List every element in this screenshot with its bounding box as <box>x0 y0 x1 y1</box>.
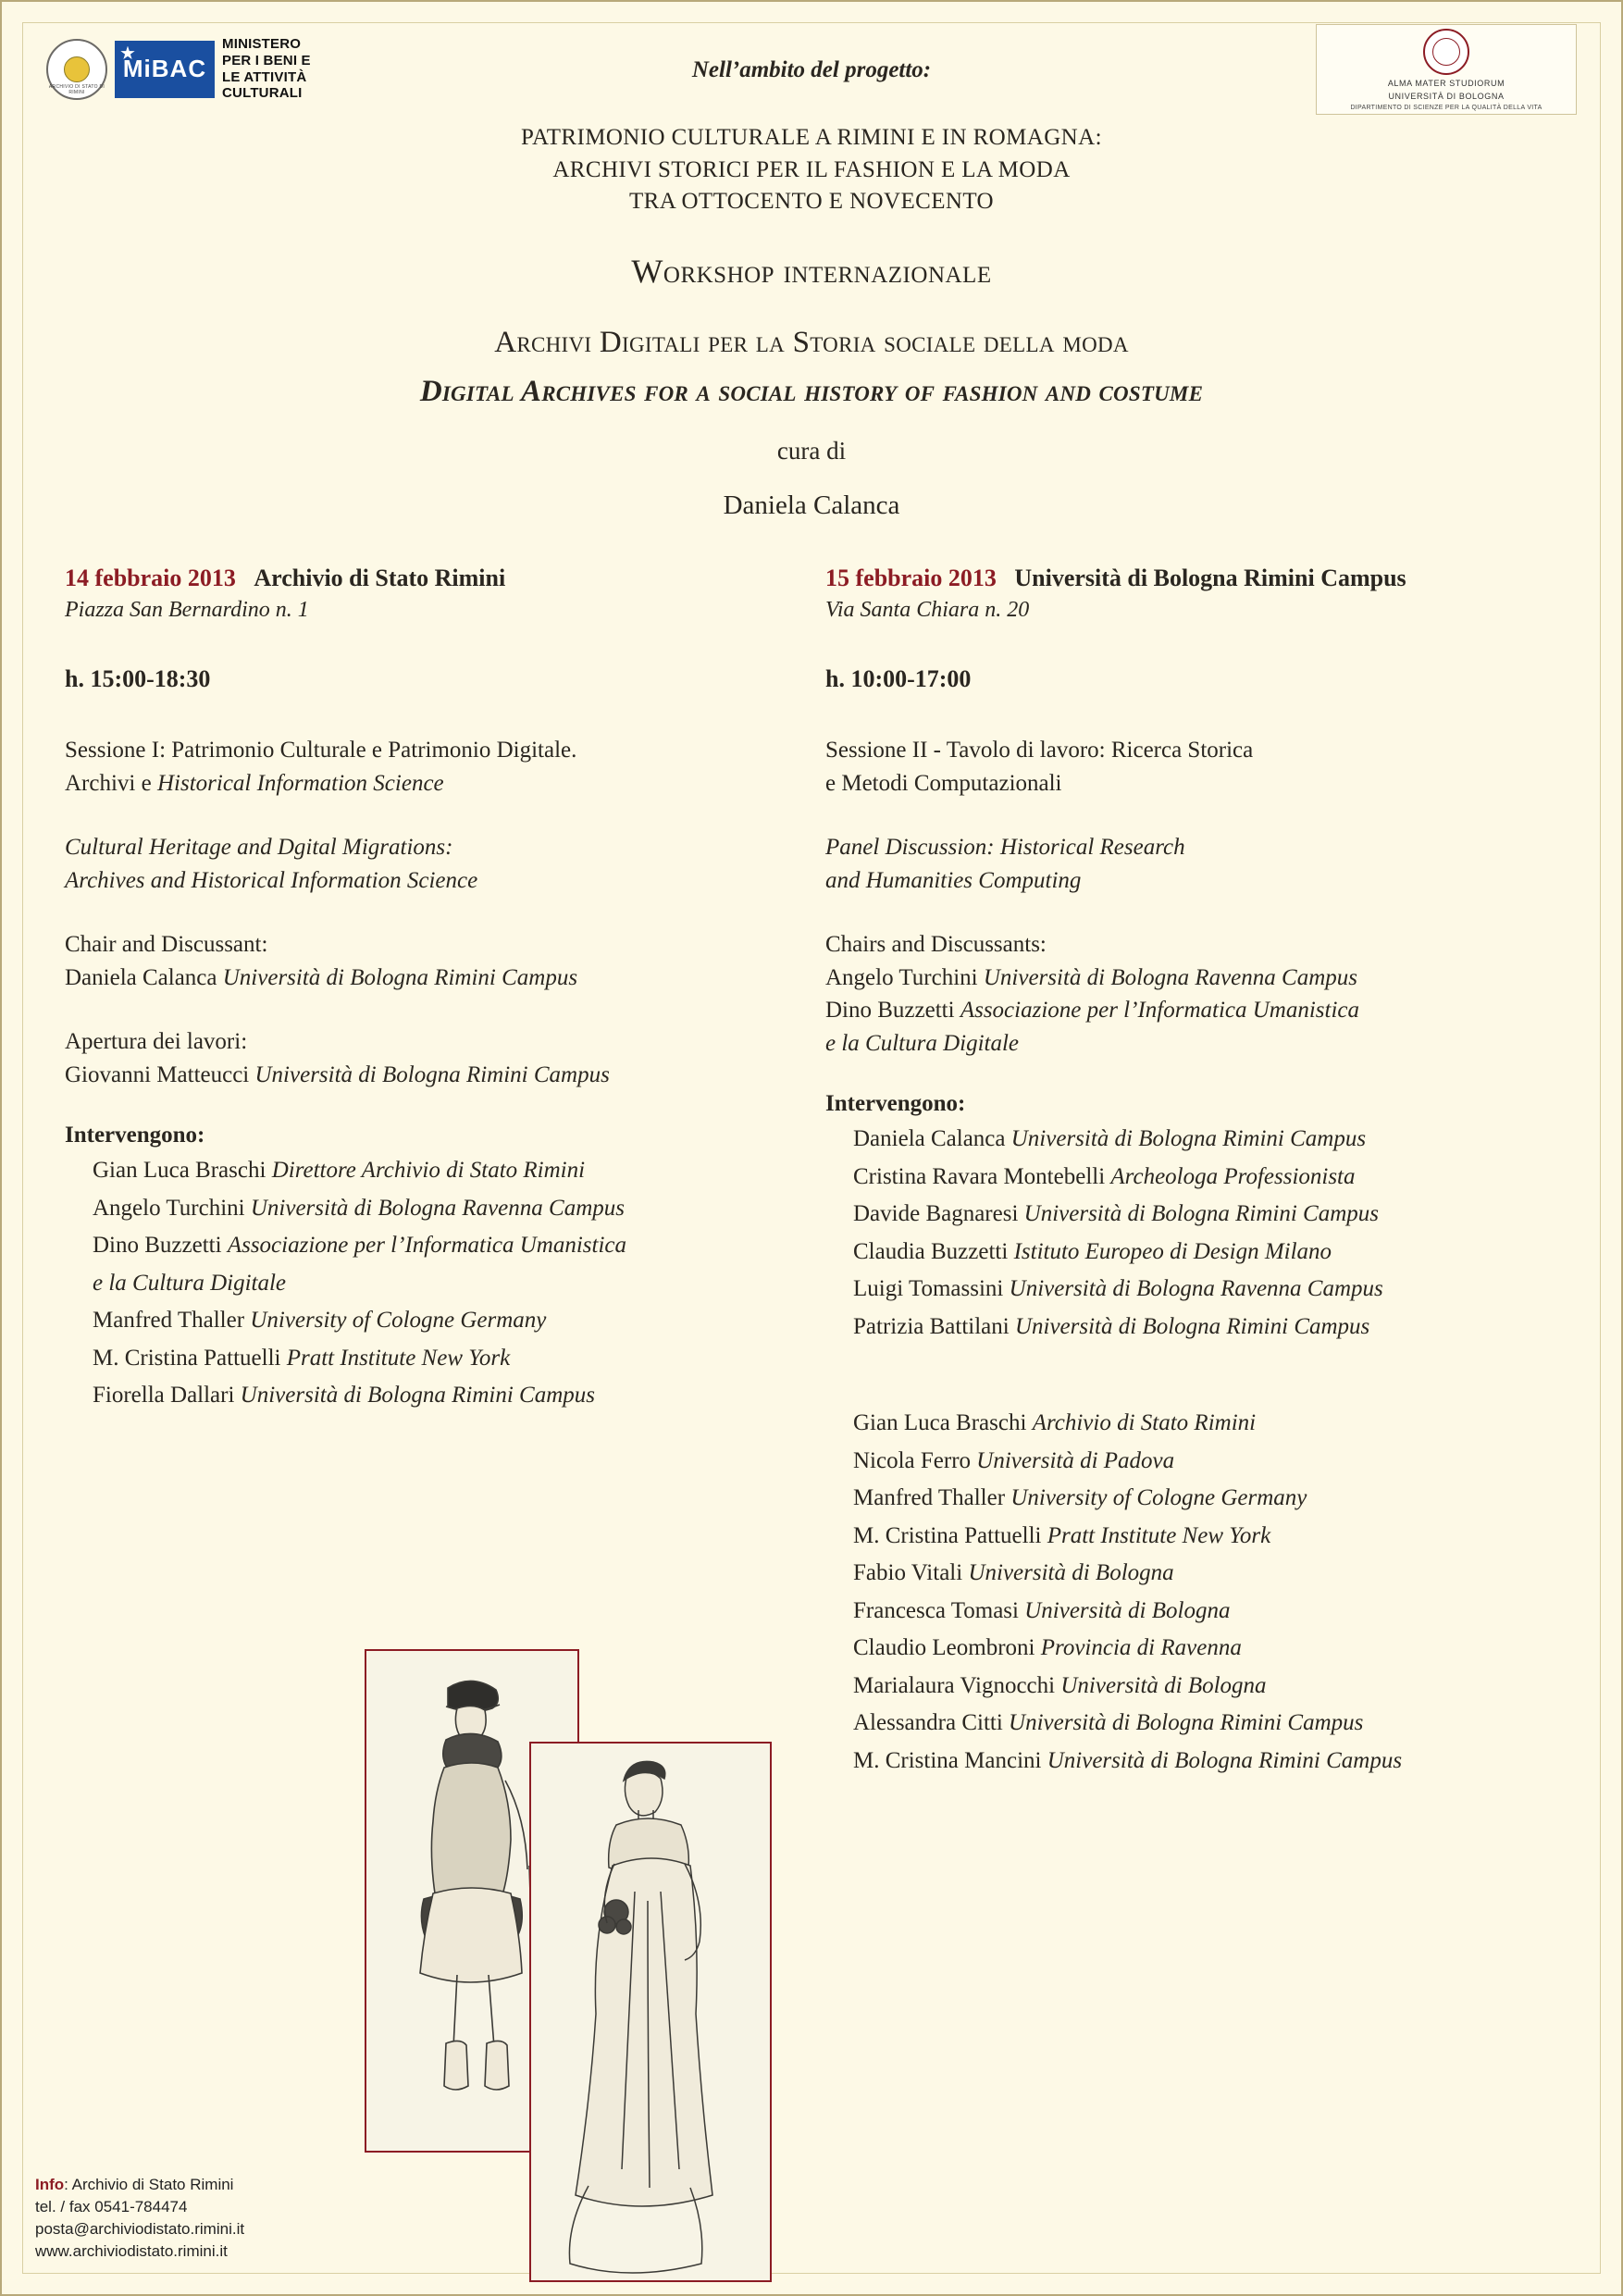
speaker-name: Patrizia Battilani <box>853 1313 1015 1339</box>
day-one-opening-label: Apertura dei lavori: <box>65 1029 248 1054</box>
list-item <box>853 1309 1575 1347</box>
fashion-plate-gown-illustration <box>529 1742 772 2282</box>
list-item <box>853 1743 1575 1781</box>
list-item <box>93 1302 824 1340</box>
speaker-affiliation: Università di Bologna Rimini Campus <box>1010 1126 1367 1151</box>
day-one-place: Archivio di Stato Rimini <box>254 565 506 591</box>
title-english: Digital Archives for a social history of fashion and costume <box>419 375 1204 408</box>
list-item <box>853 1159 1575 1197</box>
unibo-line-1: ALMA MATER STUDIORUM <box>1387 78 1505 88</box>
chair-name: Angelo Turchini <box>825 964 984 990</box>
speaker-affiliation: University of Cologne Germany <box>1010 1485 1307 1510</box>
day-two-dateline <box>825 565 1575 592</box>
speaker-name: Dino Buzzetti <box>93 1233 228 1258</box>
speaker-affiliation: Archivio di Stato Rimini <box>1032 1410 1257 1435</box>
speaker-name: Angelo Turchini <box>93 1195 251 1221</box>
project-intro: Nell’ambito del progetto: <box>691 57 932 82</box>
speaker-affiliation: Associazione per l’Informatica Umanistica <box>227 1233 627 1258</box>
speaker-name: M. Cristina Mancini <box>853 1747 1047 1773</box>
speaker-name: Gian Luca Braschi <box>853 1410 1033 1435</box>
day-one-english-line-2: Archives and Historical Information Science <box>65 867 478 893</box>
speakers-group-gap <box>825 1373 1575 1405</box>
list-item <box>853 1271 1575 1309</box>
list-item <box>93 1265 824 1303</box>
info-label: Info <box>35 2175 65 2193</box>
speaker-affiliation: Pratt Institute New York <box>1047 1522 1271 1548</box>
curator-label: cura di <box>776 437 847 465</box>
project-title-line-1: PATRIMONIO CULTURALE A RIMINI E IN ROMAGNA: <box>521 125 1102 150</box>
speaker-affiliation: Università di Bologna Rimini Campus <box>1009 1710 1364 1735</box>
day-two-chairs-block <box>825 928 1575 1060</box>
day-one-chair-name: Daniela Calanca <box>65 964 223 990</box>
day-two-english-session <box>825 831 1575 897</box>
list-item <box>853 1555 1575 1593</box>
speaker-affiliation: Istituto Europeo di Design Milano <box>1013 1238 1332 1264</box>
list-item <box>853 1121 1575 1159</box>
chair-affiliation: e la Cultura Digitale <box>825 1030 1020 1056</box>
speaker-affiliation: Pratt Institute New York <box>286 1345 511 1371</box>
day-two-column <box>825 565 1575 1807</box>
speaker-affiliation: Università di Bologna Ravenna Campus <box>1009 1276 1383 1301</box>
day-one-english-session <box>65 831 824 897</box>
info-phone: tel. / fax 0541-784474 <box>35 2197 188 2215</box>
list-item <box>853 1668 1575 1706</box>
speaker-name: Davide Bagnaresi <box>853 1201 1024 1226</box>
info-block <box>35 2174 516 2264</box>
speaker-name: Fiorella Dallari <box>93 1383 241 1408</box>
speaker-affiliation: Università di Bologna Rimini Campus <box>240 1383 595 1408</box>
day-one-dateline <box>65 565 824 592</box>
archivio-logo-caption: ARCHIVIO DI STATO DI RIMINI <box>48 83 105 95</box>
day-two-date: 15 febbraio 2013 <box>825 565 997 591</box>
workshop-label: Workshop internazionale <box>631 253 992 290</box>
day-two-hours: h. 10:00-17:00 <box>825 665 972 692</box>
list-item <box>93 1340 824 1378</box>
speaker-name: Cristina Ravara Montebelli <box>853 1163 1111 1189</box>
list-item <box>93 1152 824 1190</box>
speaker-name: Marialaura Vignocchi <box>853 1672 1061 1698</box>
speaker-affiliation: Università di Bologna <box>968 1560 1174 1585</box>
day-one-hours: h. 15:00-18:30 <box>65 665 211 692</box>
speaker-name: Claudio Leombroni <box>853 1635 1041 1660</box>
speaker-affiliation: Università di Bologna Rimini Campus <box>1047 1747 1403 1773</box>
day-two-speakers-label: Intervengono: <box>825 1091 966 1116</box>
day-one-session-line-2-italic: Historical Information Science <box>156 770 444 796</box>
ministry-line-3: LE ATTIVITÀ <box>222 68 307 85</box>
speaker-name: Manfred Thaller <box>853 1485 1011 1510</box>
speaker-name: M. Cristina Pattuelli <box>853 1522 1047 1548</box>
speaker-name: Alessandra Citti <box>853 1710 1010 1735</box>
project-title-line-2: ARCHIVI STORICI PER IL FASHION E LA MODA <box>552 156 1071 182</box>
speaker-affiliation: Direttore Archivio di Stato Rimini <box>271 1158 586 1183</box>
day-one-opening-affiliation: Università di Bologna Rimini Campus <box>254 1061 610 1087</box>
speaker-name: Fabio Vitali <box>853 1560 969 1585</box>
day-one-column <box>65 565 824 1443</box>
day-one-chair-label: Chair and Discussant: <box>65 932 268 957</box>
mibac-label: MiBAC <box>122 55 207 82</box>
day-one-opening-name: Giovanni Matteucci <box>65 1061 255 1087</box>
speaker-affiliation: Archeologa Professionista <box>1110 1163 1356 1189</box>
speaker-affiliation: Università di Bologna Ravenna Campus <box>250 1195 625 1221</box>
info-website[interactable]: www.archiviodistato.rimini.it <box>35 2241 228 2260</box>
day-two-english-line-2: and Humanities Computing <box>825 867 1082 893</box>
day-two-session-line-1: Sessione II - Tavolo di lavoro: Ricerca Storica <box>825 738 1254 763</box>
day-one-date: 14 febbraio 2013 <box>65 565 236 591</box>
project-title <box>2 122 1621 218</box>
speaker-name: Francesca Tomasi <box>853 1597 1025 1623</box>
title-italian: Archivi Digitali per la Storia sociale della moda <box>494 326 1129 359</box>
list-item <box>853 1630 1575 1668</box>
speaker-affiliation: University of Cologne Germany <box>250 1308 547 1333</box>
chair-affiliation: Università di Bologna Ravenna Campus <box>983 964 1357 990</box>
speaker-name: Daniela Calanca <box>853 1126 1011 1151</box>
speaker-affiliation: Università di Bologna Rimini Campus <box>1014 1313 1370 1339</box>
ministry-line-2: PER I BENI E <box>222 52 311 68</box>
info-email[interactable]: posta@archiviodistato.rimini.it <box>35 2219 245 2238</box>
list-item <box>853 1480 1575 1518</box>
day-two-speakers-list-1 <box>825 1121 1575 1346</box>
speaker-affiliation: Università di Padova <box>976 1447 1175 1473</box>
day-two-speakers-list-2 <box>825 1405 1575 1780</box>
speaker-affiliation: Università di Bologna <box>1060 1672 1267 1698</box>
speaker-name: Gian Luca Braschi <box>93 1158 272 1183</box>
speaker-name: Nicola Ferro <box>853 1447 977 1473</box>
speaker-affiliation: Provincia di Ravenna <box>1040 1635 1242 1660</box>
speaker-affiliation: Università di Bologna <box>1024 1597 1231 1623</box>
day-one-chair-block <box>65 928 824 994</box>
day-one-session-line-1: Sessione I: Patrimonio Culturale e Patrimonio Digitale. <box>65 738 577 763</box>
speaker-name: Manfred Thaller <box>93 1308 251 1333</box>
day-two-session <box>825 734 1575 800</box>
list-item <box>853 1518 1575 1556</box>
day-one-session <box>65 734 824 800</box>
day-two-chairs-label: Chairs and Discussants: <box>825 932 1047 957</box>
project-title-line-3: TRA OTTOCENTO E NOVECENTO <box>628 189 995 214</box>
list-item <box>93 1377 824 1415</box>
day-one-speakers-label: Intervengono: <box>65 1123 205 1148</box>
list-item <box>853 1234 1575 1272</box>
unibo-line-2: UNIVERSITÀ DI BOLOGNA <box>1388 91 1505 101</box>
list-item <box>93 1190 824 1228</box>
list-item <box>853 1705 1575 1743</box>
list-item <box>853 1593 1575 1631</box>
speaker-affiliation: Università di Bologna Rimini Campus <box>1023 1201 1379 1226</box>
speaker-affiliation: e la Cultura Digitale <box>93 1270 287 1296</box>
day-one-opening-block <box>65 1025 824 1091</box>
speaker-name: Claudia Buzzetti <box>853 1238 1014 1264</box>
day-two-address: Via Santa Chiara n. 20 <box>825 598 1030 622</box>
list-item <box>853 1405 1575 1443</box>
info-line-org <box>35 2174 516 2196</box>
speaker-name: M. Cristina Pattuelli <box>93 1345 287 1371</box>
list-item <box>853 1196 1575 1234</box>
day-one-session-line-2: Archivi e <box>65 770 157 796</box>
day-two-english-line-1: Panel Discussion: Historical Research <box>825 835 1185 860</box>
info-org: : Archivio di Stato Rimini <box>64 2175 234 2193</box>
day-one-address: Piazza San Bernardino n. 1 <box>65 598 309 622</box>
list-item <box>93 1227 824 1265</box>
unibo-line-3: DIPARTIMENTO DI SCIENZE PER LA QUALITÀ DELLA VITA <box>1350 104 1542 111</box>
day-one-english-line-1: Cultural Heritage and Dgital Migrations: <box>65 835 453 860</box>
day-two-place: Università di Bologna Rimini Campus <box>1014 565 1406 591</box>
ministry-line-4: CULTURALI <box>222 85 303 102</box>
day-one-chair-affiliation: Università di Bologna Rimini Campus <box>222 964 578 990</box>
chair-affiliation: Associazione per l’Informatica Umanistica <box>960 998 1360 1023</box>
speaker-name: Luigi Tomassini <box>853 1276 1010 1301</box>
day-one-speakers-list <box>65 1152 824 1415</box>
chair-name: Dino Buzzetti <box>825 998 960 1023</box>
ministry-line-1: MINISTERO <box>222 36 302 53</box>
list-item <box>853 1443 1575 1481</box>
day-two-session-line-2: e Metodi Computazionali <box>825 770 1062 796</box>
curator-name: Daniela Calanca <box>723 490 900 520</box>
